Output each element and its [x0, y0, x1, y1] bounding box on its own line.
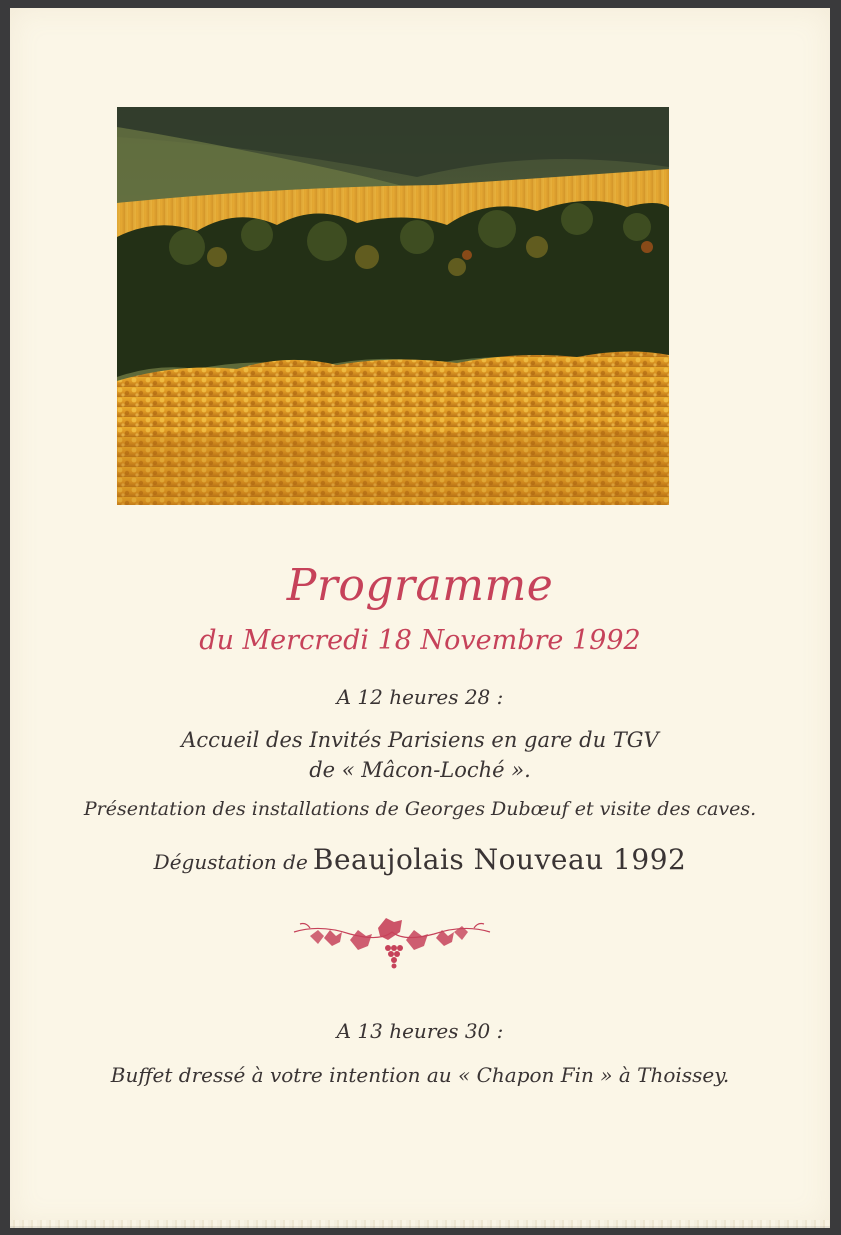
- programme-card: [10, 8, 830, 1226]
- first-time-heading: A 12 heures 28 :: [336, 685, 504, 709]
- vineyard-photo: [117, 107, 669, 505]
- presentation-line: Présentation des installations de Georges Dubœuf et visite des caves.: [83, 798, 757, 820]
- tasting-prefix: Dégustation de: [153, 850, 308, 874]
- programme-title: Programme: [286, 560, 554, 611]
- buffet-line: Buffet dressé à votre intention au « Chapon Fin » à Thoissey.: [110, 1063, 730, 1087]
- second-time-heading: A 13 heures 30 :: [336, 1019, 504, 1043]
- welcome-line-1: Accueil des Invités Parisiens en gare du TGV: [181, 728, 659, 752]
- tasting-wine: Beaujolais Nouveau 1992: [312, 843, 687, 876]
- tasting-line: [10, 843, 830, 876]
- welcome-line-2: de « Mâcon-Loché ».: [309, 758, 531, 782]
- programme-date: du Mercredi 18 Novembre 1992: [199, 625, 641, 656]
- grape-vine-ornament-icon: [290, 914, 494, 974]
